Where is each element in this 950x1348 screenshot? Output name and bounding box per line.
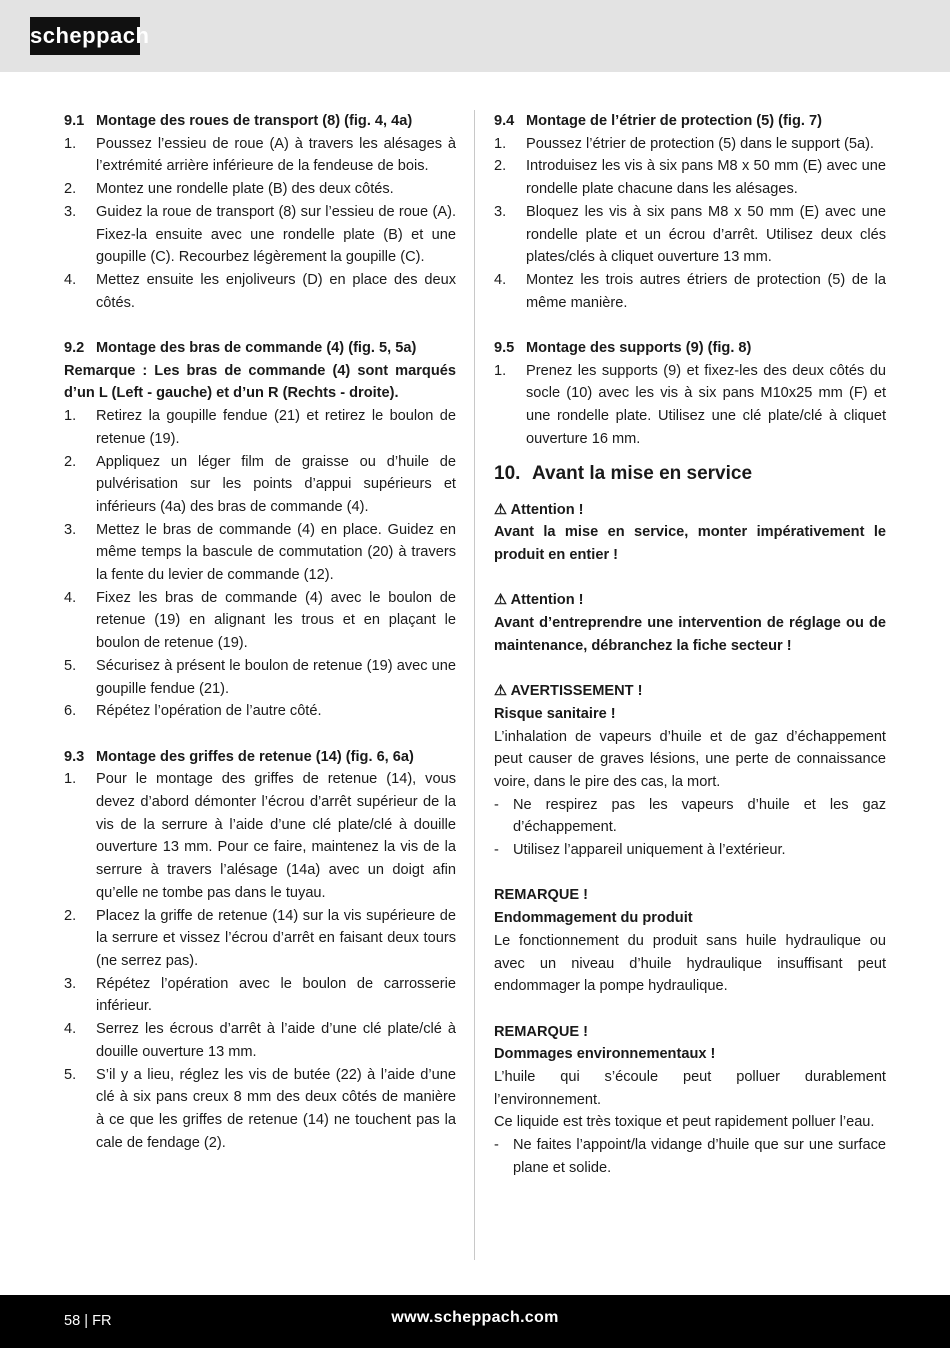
- remark-text: Ce liquide est très toxique et peut rapidement polluer l’eau.: [494, 1114, 875, 1131]
- list-item: 1. Poussez l’essieu de roue (A) à travers les alésages à l’extrémité arrière inférieure de la fendeuse de bois.: [64, 135, 456, 175]
- remark-text: Le fonctionnement du produit sans huile hydraulique ou avec un niveau d’huile hydraulique insuffisant peut endommager la pompe hydraulique.: [494, 932, 886, 995]
- list-item: - Ne respirez pas les vapeurs d’huile et les gaz d’échappement.: [494, 796, 886, 836]
- page-number: 58 | FR: [64, 1313, 112, 1329]
- remark-label: REMARQUE !: [494, 887, 589, 904]
- section-9-2-remark: Remarque : Les bras de commande (4) sont marqués d’un L (Left - gauche) et d’un R (Rechts - droite).: [64, 362, 456, 402]
- website-url: www.scheppach.com: [391, 1309, 559, 1326]
- column-divider: [474, 110, 475, 1260]
- list-item: - Utilisez l’appareil uniquement à l’extérieur.: [494, 842, 786, 859]
- remark-label: REMARQUE !: [494, 1023, 589, 1040]
- list-item: 1. Retirez la goupille fendue (21) et retirez le boulon de retenue (19).: [64, 408, 456, 447]
- list-item: 1. Poussez l’étrier de protection (5) dans le support (5a).: [494, 135, 874, 152]
- attention-label: ⚠ Attention !: [494, 501, 584, 518]
- list-item: 4. Mettez ensuite les enjoliveurs (D) en place des deux côtés.: [64, 271, 456, 311]
- section-10-heading: 10. Avant la mise en service: [494, 462, 753, 484]
- section-9-4-heading: 9.4 Montage de l’étrier de protection (5) (fig. 7): [494, 113, 822, 129]
- section-9-1-heading: 9.1 Montage des roues de transport (8) (fig. 4, 4a): [64, 113, 413, 129]
- attention-text: Avant la mise en service, monter impérativement le produit en entier !: [494, 524, 886, 563]
- list-item: 1. Prenez les supports (9) et fixez-les des deux côtés du socle (10) avec les vis à six pans M10x25 mm (F) et une rondelle plate. Utilisez une clé plate/clé à cliquet ouverture 16 mm.: [494, 362, 886, 447]
- list-item: 2. Montez une rondelle plate (B) des deux côtés.: [64, 181, 394, 198]
- remark-subtitle: Endommagement du produit: [494, 910, 693, 927]
- warning-text: L’inhalation de vapeurs d’huile et de gaz d’échappement peut causer de graves lésions, une perte de connaissance voire, dans le pire des cas, la mort.: [494, 728, 886, 790]
- remark-text: L’huile qui s’écoule peut polluer durablement l’environnement.: [494, 1069, 886, 1108]
- left-column: [64, 110, 456, 1154]
- warning-label: ⚠ AVERTISSEMENT !: [494, 683, 643, 700]
- remark-subtitle: Dommages environnementaux !: [494, 1046, 716, 1063]
- list-item: - Ne faites l’appoint/la vidange d’huile que sur une surface plane et solide.: [494, 1137, 886, 1176]
- list-item: 3. Mettez le bras de commande (4) en place. Guidez en même temps la bascule de commutation (20) à travers la fente du levier de commande (12).: [64, 521, 456, 584]
- warning-subtitle: Risque sanitaire !: [494, 705, 616, 722]
- list-item: 2. Appliquez un léger film de graisse ou d’huile de pulvérisation sur les points d’appui supérieurs et inférieurs (4a) des bras de commande (4).: [64, 453, 456, 515]
- list-item: 5. Sécurisez à présent le boulon de retenue (19) avec une goupille fendue (21).: [64, 657, 456, 697]
- section-9-2-heading: 9.2 Montage des bras de commande (4) (fig. 5, 5a): [64, 340, 417, 357]
- list-item: 3. Guidez la roue de transport (8) sur l’essieu de roue (A). Fixez-la ensuite avec une rondelle plate (B) et une goupille (C). Recourbez légèrement la goupille (C).: [64, 203, 456, 266]
- page-footer: [0, 1295, 950, 1348]
- list-item: 3. Bloquez les vis à six pans M8 x 50 mm (E) avec une rondelle plate et un écrou d’arrêt. Utilisez deux clés plates/clés à cliquet ouverture 13 mm.: [494, 203, 886, 266]
- list-item: 5. S’il y a lieu, réglez les vis de butée (22) à l’aide d’une clé à six pans creux 8 mm des deux côtés de manière à ce que les griffes de retenue (14) ne touchent pas la cale de fendage (2).: [64, 1066, 456, 1151]
- list-item: 4. Serrez les écrous d’arrêt à l’aide d’une clé plate/clé à douille ouverture 13 mm.: [64, 1021, 456, 1060]
- list-item: 2. Placez la griffe de retenue (14) sur la vis supérieure de la serrure et vissez l’écrou d’arrêt en faisant deux tours (ne serrez pas).: [64, 907, 456, 969]
- list-item: 4. Montez les trois autres étriers de protection (5) de la même manière.: [494, 271, 886, 311]
- scheppach-logo: scheppach: [30, 17, 140, 55]
- list-item: 3. Répétez l’opération avec le boulon de carrosserie inférieur.: [64, 975, 456, 1015]
- attention-label: ⚠ Attention !: [494, 592, 584, 609]
- page-header: [0, 0, 950, 72]
- section-9-5-heading: 9.5 Montage des supports (9) (fig. 8): [494, 340, 752, 357]
- list-item: 2. Introduisez les vis à six pans M8 x 50 mm (E) avec une rondelle plate chacune dans les alésages.: [494, 158, 886, 198]
- right-column: [494, 110, 886, 1180]
- list-item: 1. Pour le montage des griffes de retenue (14), vous devez d’abord démonter l’écrou d’arrêt supérieur de la vis de la serrure à l’aide d’une clé plate/clé à douille ouverture 13 mm. Pour ce faire, maintenez la vis de la serrure à travers l’alésage (14a) avec un doigt afin qu’elle ne tombe pas dans le tuyau.: [64, 771, 456, 901]
- section-9-3-heading: 9.3 Montage des griffes de retenue (14) (fig. 6, 6a): [64, 748, 414, 765]
- list-item: 6. Répétez l’opération de l’autre côté.: [64, 703, 322, 720]
- attention-text: Avant d’entreprendre une intervention de réglage ou de maintenance, débranchez la fiche secteur !: [494, 615, 886, 654]
- list-item: 4. Fixez les bras de commande (4) avec le boulon de retenue (19) en alignant les trous et en plaçant le boulon de retenue (19).: [64, 589, 456, 652]
